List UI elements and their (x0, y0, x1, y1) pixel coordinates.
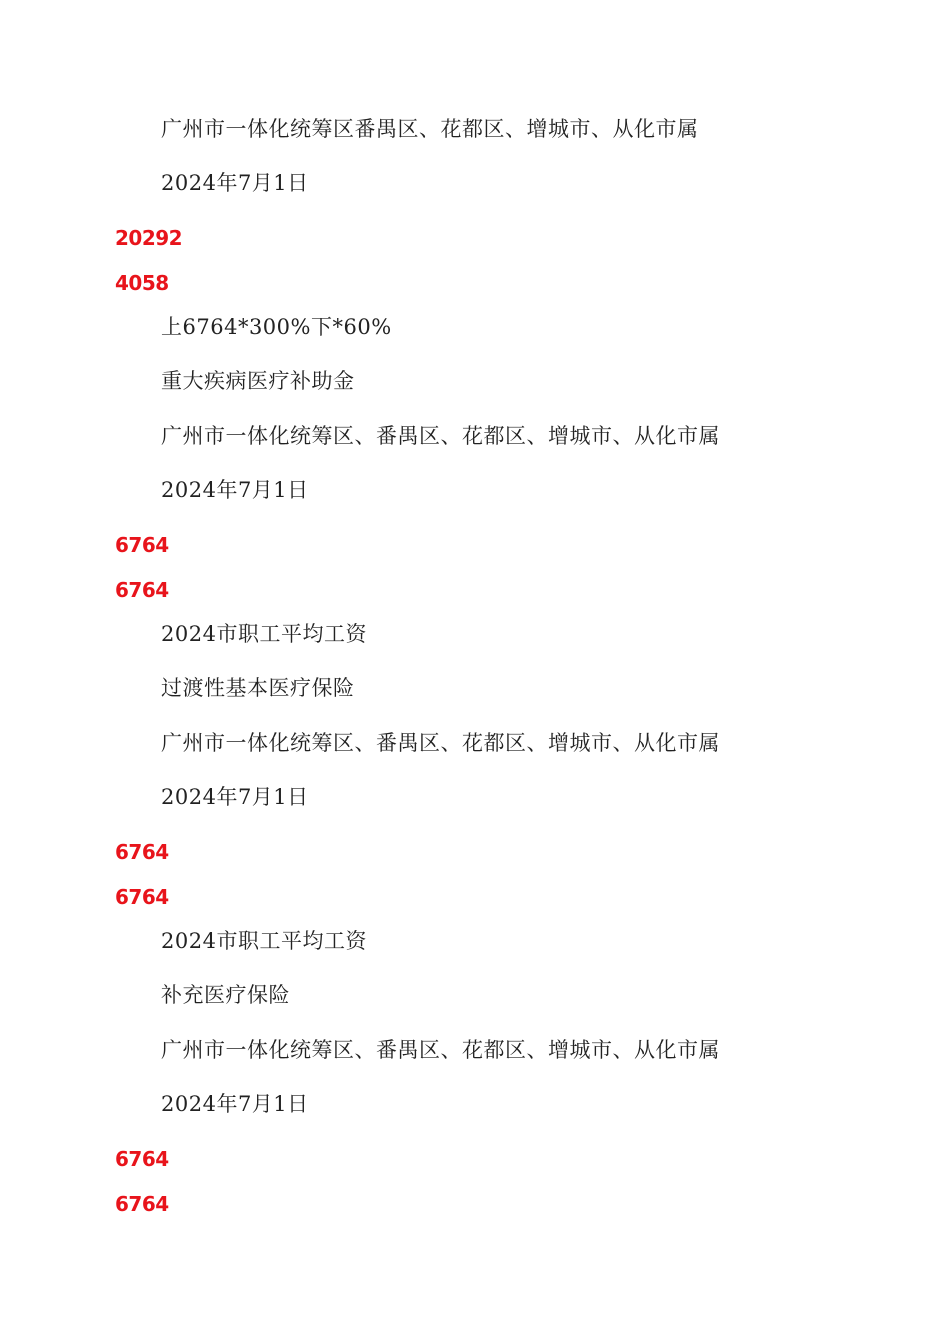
base-formula: 上6764*300%下*60% (161, 315, 392, 339)
lower-limit-value: 6764 (115, 578, 169, 602)
upper-limit-value: 20292 (115, 226, 183, 250)
effective-date: 2024年7月1日 (161, 785, 309, 809)
lower-limit-value: 6764 (115, 885, 169, 909)
upper-limit-value: 6764 (115, 840, 169, 864)
upper-limit-value: 6764 (115, 1147, 169, 1171)
insurance-type: 过渡性基本医疗保险 (161, 676, 355, 700)
region-text: 广州市一体化统筹区、番禺区、花都区、增城市、从化市属 (161, 1038, 720, 1062)
lower-limit-value: 4058 (115, 271, 169, 295)
region-text: 广州市一体化统筹区番禺区、花都区、增城市、从化市属 (161, 117, 699, 141)
base-formula: 2024市职工平均工资 (161, 622, 367, 646)
effective-date: 2024年7月1日 (161, 171, 309, 195)
lower-limit-value: 6764 (115, 1192, 169, 1216)
region-text: 广州市一体化统筹区、番禺区、花都区、增城市、从化市属 (161, 424, 720, 448)
region-text: 广州市一体化统筹区、番禺区、花都区、增城市、从化市属 (161, 731, 720, 755)
insurance-type: 补充医疗保险 (161, 983, 290, 1007)
upper-limit-value: 6764 (115, 533, 169, 557)
insurance-type: 重大疾病医疗补助金 (161, 369, 355, 393)
effective-date: 2024年7月1日 (161, 1092, 309, 1116)
effective-date: 2024年7月1日 (161, 478, 309, 502)
base-formula: 2024市职工平均工资 (161, 929, 367, 953)
